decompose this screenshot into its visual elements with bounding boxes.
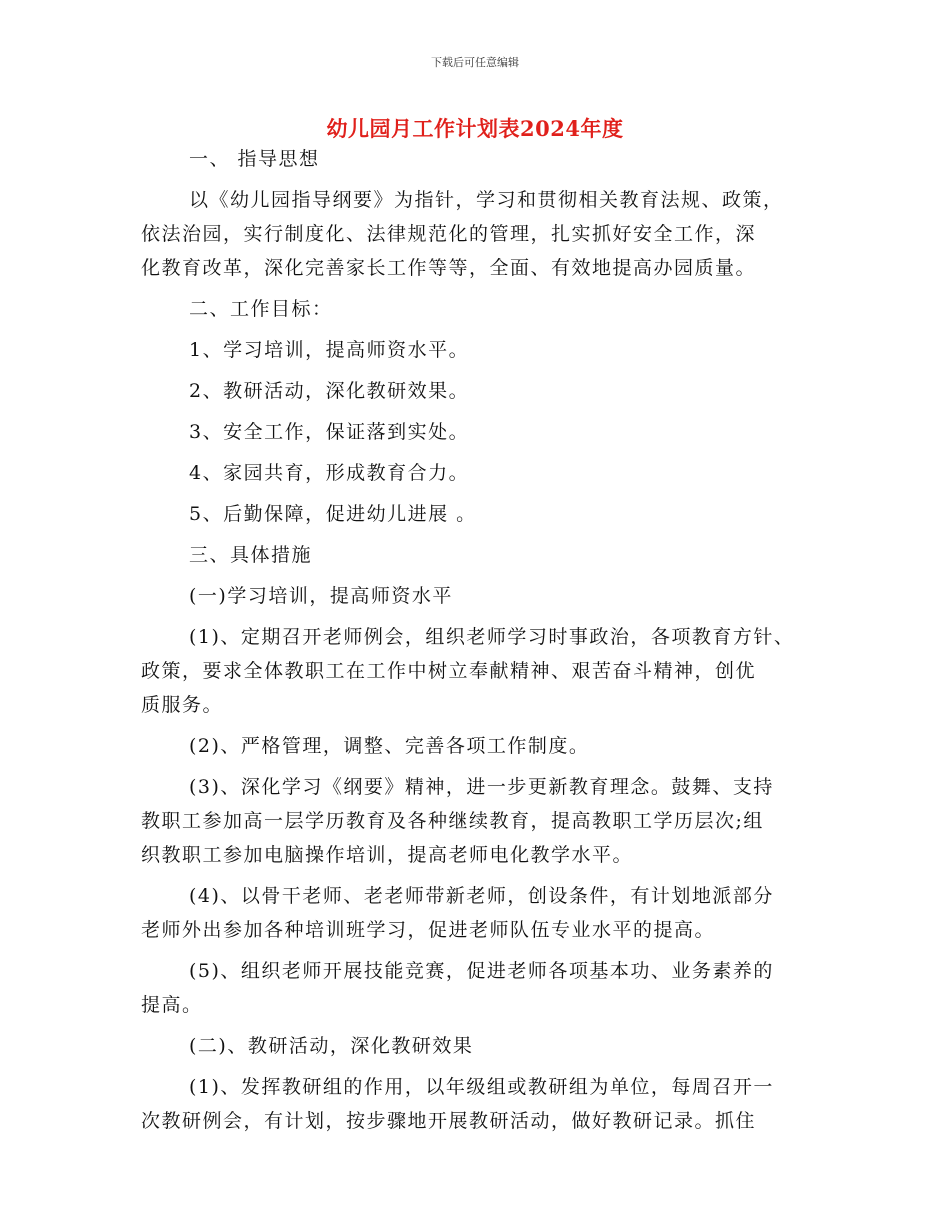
text-line: 2、教研活动，深化教研效果。 bbox=[189, 380, 470, 402]
text-line: 二、工作目标： bbox=[189, 298, 333, 320]
text-line: (2)、严格管理，调整、完善各项工作制度。 bbox=[189, 735, 590, 757]
paragraph bbox=[141, 770, 811, 872]
text-line: 三、具体措施 bbox=[189, 544, 313, 566]
paragraph bbox=[141, 142, 811, 176]
paragraph bbox=[141, 183, 811, 285]
document-title: 幼儿园月工作计划表2024年度 bbox=[326, 116, 624, 141]
paragraph bbox=[141, 292, 811, 326]
paragraph bbox=[141, 579, 811, 613]
text-line: (二)、教研活动，深化教研效果 bbox=[189, 1035, 474, 1057]
text-line: 3、安全工作，保证落到实处。 bbox=[189, 421, 470, 443]
text-line: 质服务。 bbox=[141, 694, 224, 716]
paragraph bbox=[141, 333, 811, 367]
paragraph bbox=[141, 497, 811, 531]
document-body bbox=[141, 142, 811, 1145]
text-line: (1)、发挥教研组的作用，以年级组或教研组为单位，每周召开一 bbox=[189, 1076, 774, 1098]
paragraph bbox=[141, 729, 811, 763]
text-line: 提高。 bbox=[141, 994, 203, 1016]
paragraph bbox=[141, 538, 811, 572]
text-line: (一)学习培训，提高师资水平 bbox=[189, 585, 453, 607]
text-line: (1)、定期召开老师例会，组织老师学习时事政治，各项教育方针、 bbox=[189, 626, 795, 648]
paragraph bbox=[141, 954, 811, 1022]
paragraph bbox=[141, 1070, 811, 1138]
text-line: 依法治园，实行制度化、法律规范化的管理，扎实抓好安全工作，深 bbox=[141, 223, 757, 245]
text-line: 一、 指导思想 bbox=[189, 148, 320, 170]
text-line: 教职工参加高一层学历教育及各种继续教育，提高教职工学历层次;组 bbox=[141, 810, 764, 832]
text-line: 1、学习培训，提高师资水平。 bbox=[189, 339, 470, 361]
paragraph bbox=[141, 456, 811, 490]
text-line: 次教研例会，有计划，按步骤地开展教研活动，做好教研记录。抓住 bbox=[141, 1110, 757, 1132]
text-line: (4)、以骨干老师、老老师带新老师，创设条件，有计划地派部分 bbox=[189, 885, 774, 907]
text-line: 5、后勤保障，促进幼儿进展 。 bbox=[189, 503, 477, 525]
text-line: 织教职工参加电脑操作培训，提高老师电化教学水平。 bbox=[141, 844, 634, 866]
text-line: 老师外出参加各种培训班学习，促进老师队伍专业水平的提高。 bbox=[141, 919, 716, 941]
paragraph bbox=[141, 1029, 811, 1063]
text-line: (5)、组织老师开展技能竞赛，促进老师各项基本功、业务素养的 bbox=[189, 960, 774, 982]
text-line: 以《幼儿园指导纲要》为指针，学习和贯彻相关教育法规、政策， bbox=[189, 189, 784, 211]
paragraph bbox=[141, 374, 811, 408]
paragraph bbox=[141, 879, 811, 947]
text-line: 政策，要求全体教职工在工作中树立奉献精神、艰苦奋斗精神，创优 bbox=[141, 660, 757, 682]
paragraph bbox=[141, 620, 811, 722]
text-line: (3)、深化学习《纲要》精神，进一步更新教育理念。鼓舞、支持 bbox=[189, 776, 774, 798]
text-line: 4、家园共育，形成教育合力。 bbox=[189, 462, 470, 484]
header-note: 下载后可任意编辑 bbox=[431, 56, 519, 69]
text-line: 化教育改革，深化完善家长工作等等，全面、有效地提高办园质量。 bbox=[141, 257, 757, 279]
paragraph bbox=[141, 415, 811, 449]
